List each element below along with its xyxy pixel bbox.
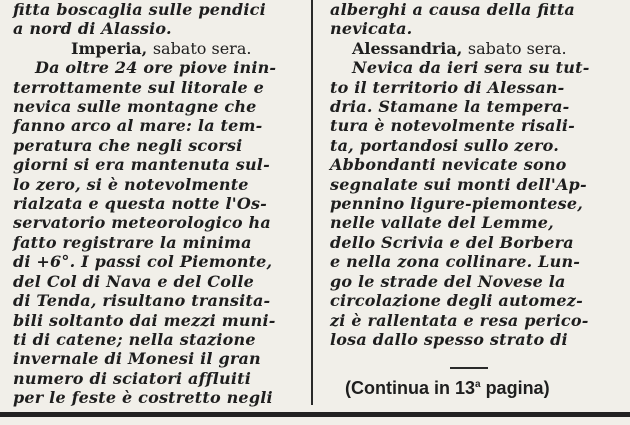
left-body-line: nevica sulle montagne che [13, 97, 257, 117]
left-body-line: di Tenda, risultano transita- [13, 291, 271, 311]
left-body-line: per le feste è costretto negli [13, 388, 273, 408]
imperia-dateline [13, 39, 303, 58]
right-body-line: nelle vallate del Lemme, [330, 213, 554, 233]
left-column [13, 0, 303, 408]
left-body-line: invernale di Monesi il gran [13, 349, 261, 369]
continuation-prefix: (Continua in 13 [345, 378, 475, 398]
dateline-place: Alessandria, [352, 38, 463, 58]
dateline-time: sabato sera. [467, 38, 567, 58]
alessandria-dateline [330, 39, 620, 58]
left-top-line-1: ﬁtta boscaglia sulle pendici [13, 0, 266, 19]
short-rule [450, 367, 488, 369]
right-body-line: circolazione degli automez- [330, 291, 583, 311]
left-body-line: numero di sciatori affluiti [13, 368, 252, 388]
continuation-superscript: a [475, 379, 481, 390]
right-body-line: e nella zona collinare. Lun- [330, 252, 581, 272]
left-body-line: peratura che negli scorsi [13, 135, 243, 155]
left-body-line: fanno arco al mare: la tem- [13, 116, 263, 136]
left-top-line-2: a nord di Alassio. [13, 19, 172, 39]
column-divider [311, 0, 313, 405]
continuation-note [345, 378, 550, 399]
right-body-line: segnalate sui monti dell'Ap- [330, 174, 587, 194]
right-top-line-2: nevicata. [330, 19, 413, 39]
left-body-line: lo zero, si è notevolmente [13, 174, 249, 194]
right-body-line: Nevica da ieri sera su tut- [352, 58, 590, 78]
left-body-line: del Col di Nava e del Colle [13, 271, 255, 291]
left-body-line: bili soltanto dai mezzi muni- [13, 310, 276, 330]
left-body-line: ti di catene; nella stazione [13, 329, 256, 349]
continuation-suffix: pagina) [480, 378, 550, 398]
bottom-rule [0, 412, 630, 417]
right-column [330, 0, 620, 349]
left-body-line: fatto registrare la minima [13, 232, 252, 252]
right-body-line: go le strade del Novese la [330, 271, 566, 291]
left-body-line: rialzata e questa notte l'Os- [13, 194, 268, 214]
right-body-line: zi è rallentata e resa perico- [330, 310, 589, 330]
dateline-time: sabato sera. [152, 38, 252, 58]
dateline-place: Imperia, [71, 38, 148, 58]
right-body-line: dria. Stamane la tempera- [330, 97, 570, 117]
right-body-line: dello Scrivia e del Borbera [330, 232, 574, 252]
left-body-line: giorni si era mantenuta sul- [13, 155, 270, 175]
right-body-line: Abbondanti nevicate sono [330, 155, 567, 175]
left-body-line: Da oltre 24 ore piove inin- [35, 58, 277, 78]
right-body-line: losa dallo spesso strato di [330, 329, 568, 349]
left-body-line: di +6°. I passi col Piemonte, [13, 252, 273, 272]
left-body-line: servatorio meteorologico ha [13, 213, 271, 233]
right-body-line: pennino ligure-piemontese, [330, 194, 584, 214]
left-body-line: terrottamente sul litorale e [13, 77, 265, 97]
right-body-line: ta, portandosi sullo zero. [330, 135, 559, 155]
right-top-line-1: alberghi a causa della ﬁtta [330, 0, 575, 19]
right-body-line: tura è notevolmente risali- [330, 116, 576, 136]
right-body-line: to il territorio di Alessan- [330, 77, 565, 97]
